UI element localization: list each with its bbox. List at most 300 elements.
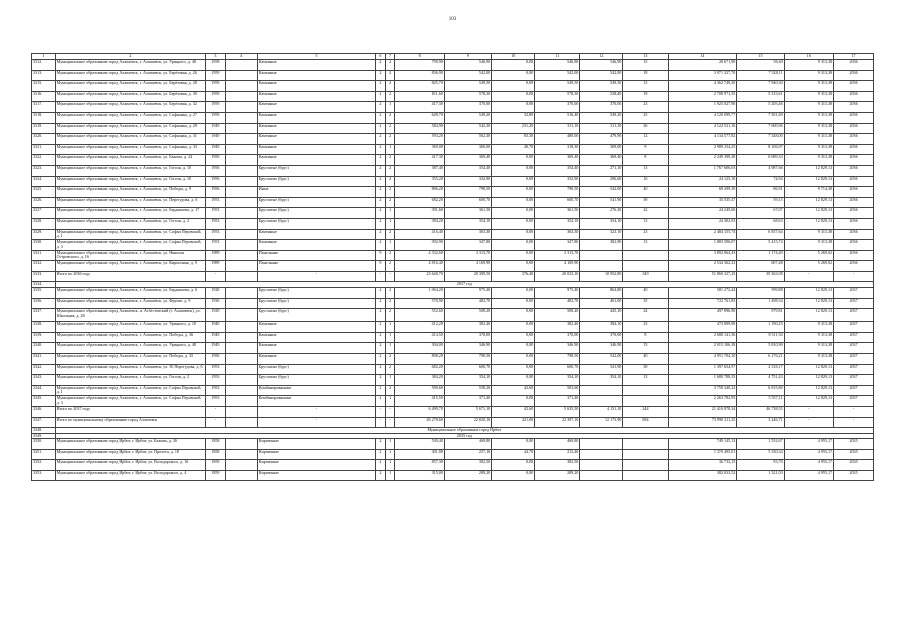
limit-cost-cell: 9 313,38 [784,240,833,251]
area-residential-cell: 382,40 [535,322,580,333]
year-cell: 1959 [206,81,225,92]
material-cell: Каменные [257,102,375,113]
area-premises-cell: 363,30 [444,229,491,240]
total-row [32,271,874,282]
floors-cell: 2 [376,396,386,407]
area-premises-cell: 798,50 [444,353,491,364]
cost-cell: 20 671,90 [668,60,737,71]
empty-cell [225,165,257,176]
floors-cell: 2 [376,123,386,134]
residents-cell: 39 [623,364,668,375]
area-residential-cell: 798,50 [535,187,580,198]
cost-cell: 2 708 971,35 [668,91,737,102]
material-cell: Каменные [257,134,375,145]
row-number-cell: 3319. [32,123,56,134]
floors-cell: 2 [376,229,386,240]
row-number-cell: 3350. [32,439,56,450]
area-residential-cell: 5 635,50 [535,406,580,417]
planned-year-cell: 2036 [834,134,874,145]
area-citizens-cell: 461,00 [580,298,623,309]
area-residential-cell: 370,00 [535,332,580,343]
area-citizens-cell: 354,10 [580,375,623,386]
area-nonresidential-cell: 0,00 [492,155,535,166]
table-row [32,165,874,176]
table-row [32,155,874,166]
limit-cost-cell: 4 955,17 [784,470,833,481]
area-nonresidential-cell: 0,00 [492,375,535,386]
entrances-cell: 2 [385,197,395,208]
limit-cost-cell: 9 714,38 [784,187,833,198]
total-label-cell: Итого по 2037 году [55,406,206,417]
area-citizens-cell: 479,90 [580,134,623,145]
area-residential-cell: 4 169,90 [535,261,580,272]
column-number-cell: 16 [784,54,833,60]
year-cell: 1858 [206,449,225,460]
row-number-cell: 3351. [32,449,56,460]
unit-cost-cell: 93,70 [737,460,784,471]
residents-cell [623,470,668,481]
planned-year-cell: 2036 [834,155,874,166]
entrances-cell: 1 [385,144,395,155]
address-cell: Муниципальное образование город Алапаевск, г. Алапаевск, ул. Софьинка, д. 31 [55,134,206,145]
table-row [32,102,874,113]
area-total-cell: 384,20 [395,218,444,229]
area-total-cell: 412,20 [395,322,444,333]
unit-cost-cell: 7 600,96 [737,123,784,134]
area-total-cell: 394,00 [395,343,444,354]
column-number-cell: 11 [535,54,580,60]
address-cell: Муниципальное образование город Алапаевск, г. Алапаевск, ул. Гоголя, д. 2 [55,375,206,386]
cost-cell: 1 925 027,90 [668,102,737,113]
planned-year-cell: 2035 [834,470,874,481]
area-total-cell: 584,90 [395,123,444,134]
planned-year-cell: 2036 [834,91,874,102]
year-cell: 1989 [206,261,225,272]
residents-cell: 8 [623,332,668,343]
empty-cell [225,197,257,208]
cost-cell: 2 680 141,56 [668,332,737,343]
area-premises-cell: 5 671,10 [444,406,491,417]
area-citizens-cell: 864,80 [580,287,623,298]
area-total-cell: 857,30 [395,460,444,471]
entrances-cell: 2 [385,187,395,198]
empty-cell [225,385,257,396]
total-row [32,406,874,417]
area-nonresidential-cell: 0,00 [492,187,535,198]
limit-cost-cell: 9 313,38 [784,322,833,333]
address-cell: Муниципальное образование город Алапаевск, г. Алапаевск, ул. Софьинка, д. 33 [55,144,206,155]
cost-cell: 2 263 782,95 [668,396,737,407]
planned-year-cell: 2035 [834,439,874,450]
section-label-cell: 2035 год [55,433,873,439]
residents-cell: 15 [623,60,668,71]
planned-year-cell: 2037 [834,364,874,375]
area-residential-cell: 354,10 [535,218,580,229]
empty-cell [225,322,257,333]
floors-cell: 2 [376,439,386,450]
floors-cell: 9 [376,261,386,272]
entrances-cell: 2 [385,81,395,92]
address-cell: Муниципальное образование город Алапаевск, г. Алапаевск, ул. Гоголя, д. 10 [55,165,206,176]
residents-cell: 26 [623,123,668,134]
area-premises-cell: 354,10 [444,218,491,229]
year-cell: 1949 [206,134,225,145]
area-citizens-cell: 302,90 [580,240,623,251]
planned-year-cell: 2037 [834,396,874,407]
address-cell: Муниципальное образование город Алапаевск, г. Алапаевск, ул. Софьи Перовской, д. 1 [55,229,206,240]
floors-cell: 2 [376,309,386,322]
limit-cost-cell: 12 829,13 [784,287,833,298]
area-total-cell: 355,20 [395,176,444,187]
year-cell: 1858 [206,439,225,450]
row-number-cell: 3340. [32,343,56,354]
table-row [32,176,874,187]
planned-year-cell: 2036 [834,187,874,198]
address-cell: Муниципальное образование город Алапаевск, г. Алапаевск, ул. Фрунзе, д. 9 [55,298,206,309]
column-number-cell: 10 [492,54,535,60]
cost-cell: 4 362 749,20 [668,81,737,92]
floors-cell: 2 [376,60,386,71]
residents-cell: 13 [623,218,668,229]
entrances-cell: 2 [385,364,395,375]
address-cell: Муниципальное образование город Алапаевск, г. Алапаевск, ул. Гоголя, д. 2 [55,218,206,229]
area-residential-cell: 3 313,70 [535,250,580,261]
year-cell: 1959 [206,112,225,123]
material-cell: Каменные [257,332,375,343]
limit-cost-cell: 12 829,13 [784,208,833,219]
cost-cell: 2 249 399,28 [668,155,737,166]
limit-cost-cell: 9 313,38 [784,332,833,343]
row-number-cell: 3332. [32,261,56,272]
area-residential-cell: 346,90 [535,343,580,354]
empty-cell [225,218,257,229]
area-total-cell: 387,40 [395,165,444,176]
unit-cost-cell: 46 738,55 [737,406,784,417]
floors-cell: 2 [376,165,386,176]
area-premises-cell: 20 399,50 [444,271,491,282]
area-nonresidential-cell: 83,30 [492,134,535,145]
column-number-cell: 3 [206,54,225,60]
floors-cell: 2 [376,322,386,333]
residents-cell: 15 [623,343,668,354]
dash-cell: - [206,406,225,417]
limit-cost-cell: 9 313,38 [784,229,833,240]
row-number-cell: 3348. [32,428,56,434]
area-residential-cell: 354,40 [535,165,580,176]
area-nonresidential-cell: 0,00 [492,460,535,471]
residents-cell [623,261,668,272]
entrances-cell: 2 [385,261,395,272]
material-cell: Брусчатые (брус) [257,375,375,386]
dash-cell: - [834,406,874,417]
cost-cell: 21 410 878,34 [668,406,737,417]
material-cell: Комбинированные [257,396,375,407]
empty-cell [225,112,257,123]
limit-cost-cell: 12 829,13 [784,396,833,407]
area-nonresidential-cell: 32,80 [492,112,535,123]
unit-cost-cell: 1 498,34 [737,298,784,309]
column-number-cell: 8 [395,54,444,60]
area-premises-cell: 346,90 [444,343,491,354]
planned-year-cell: 2036 [834,208,874,219]
table-row [32,322,874,333]
entrances-cell: 1 [385,322,395,333]
dash-cell: - [257,406,375,417]
material-cell: Брусчатые (брус) [257,208,375,219]
residents-cell: 35 [623,298,668,309]
area-nonresidential-cell: 0,00 [492,322,535,333]
row-number-cell: 3346. [32,406,56,417]
area-total-cell: 414,50 [395,332,444,343]
year-cell: 1953 [206,375,225,386]
area-nonresidential-cell: 0,00 [492,197,535,208]
year-cell: 1953 [206,385,225,396]
row-number-cell: 3318. [32,112,56,123]
table-row [32,261,874,272]
entrances-cell: 2 [385,353,395,364]
table-row [32,343,874,354]
cost-cell: 1 883 596,07 [668,240,737,251]
row-number-cell: 3323. [32,165,56,176]
planned-year-cell: 2036 [834,81,874,92]
address-cell: Муниципальное образование город Ирбит, г. Ирбит, ул. Володарского, д. 4 [55,470,206,481]
material-cell: Каменные [257,322,375,333]
material-cell: Брусчатые (брус) [257,298,375,309]
area-total-cell: 845,70 [395,81,444,92]
residents-cell: 16 [623,176,668,187]
area-total-cell: 836,90 [395,70,444,81]
empty-cell [225,309,257,322]
area-total-cell: 417,30 [395,155,444,166]
address-cell: Муниципальное образование город Алапаевск, г. Алапаевск, ул. Кирпичная, д. 9 [55,261,206,272]
entrances-cell: 2 [385,250,395,261]
row-number-cell: 3345. [32,396,56,407]
entrances-cell: 2 [385,134,395,145]
floors-cell: 2 [376,197,386,208]
dash-cell: - [206,271,225,282]
area-nonresidential-cell: 0,00 [492,218,535,229]
limit-cost-cell: 9 313,38 [784,123,833,134]
entrances-cell: 1 [385,375,395,386]
area-citizens-cell [580,470,623,481]
floors-cell: 2 [376,176,386,187]
residents-cell: 13 [623,240,668,251]
area-nonresidential-cell: 0,00 [492,229,535,240]
material-cell: Брусчатые (брус) [257,309,375,322]
area-premises-cell: 562,30 [444,134,491,145]
table-row [32,460,874,471]
material-cell: Каменные [257,240,375,251]
area-residential-cell: 361,50 [535,208,580,219]
area-nonresidential-cell: 42,60 [492,385,535,396]
limit-cost-cell: 9 313,38 [784,102,833,113]
table-row [32,449,874,460]
residents-cell: 244 [623,406,668,417]
limit-cost-cell: 12 829,13 [784,375,833,386]
register-table [31,53,874,481]
entrances-cell: 1 [385,240,395,251]
area-citizens-cell: 323,10 [580,229,623,240]
residents-cell: 349 [623,271,668,282]
empty-cell [225,240,257,251]
limit-cost-cell: 12 829,13 [784,309,833,322]
unit-cost-cell: 86,91 [737,187,784,198]
area-nonresidential-cell: 0,00 [492,165,535,176]
empty-cell [225,91,257,102]
dash-cell: - [784,406,833,417]
residents-cell: 23 [623,229,668,240]
material-cell: Каменные [257,60,375,71]
area-premises-cell: 369,40 [444,155,491,166]
unit-cost-cell: 7 501,69 [737,112,784,123]
area-total-cell: 649,70 [395,112,444,123]
empty-cell [225,449,257,460]
limit-cost-cell: 9 313,38 [784,70,833,81]
area-premises-cell: 370,00 [444,102,491,113]
floors-cell: 2 [376,353,386,364]
entrances-cell: 2 [385,112,395,123]
area-residential-cell: 480,00 [535,134,580,145]
area-premises-cell: 361,50 [444,208,491,219]
material-cell: Брусчатые (брус) [257,364,375,375]
floors-cell: 2 [376,364,386,375]
area-residential-cell: 546,90 [535,60,580,71]
area-citizens-cell: 370,00 [580,332,623,343]
material-cell: Каменные [257,343,375,354]
area-premises-cell: 558,20 [444,385,491,396]
area-premises-cell: 542,30 [444,123,491,134]
residents-cell [623,460,668,471]
row-number-cell: 3339. [32,332,56,343]
area-total-cell: 530,40 [395,439,444,450]
floors-cell: 2 [376,81,386,92]
row-number-cell: 3342. [32,364,56,375]
limit-cost-cell: 4 955,17 [784,449,833,460]
unit-cost-cell: 5 205,46 [737,102,784,113]
unit-cost-cell: 979,81 [737,309,784,322]
area-residential-cell: 975,40 [535,287,580,298]
row-number-cell: 3325. [32,187,56,198]
floors-cell: 2 [376,332,386,343]
year-cell: 1953 [206,364,225,375]
limit-cost-cell: 12 829,13 [784,385,833,396]
row-number-cell: 3322. [32,155,56,166]
row-number-cell: 3326. [32,197,56,208]
planned-year-cell: 2036 [834,176,874,187]
limit-cost-cell: 5 269,02 [784,261,833,272]
planned-year-cell: 2035 [834,449,874,460]
column-number-cell: 15 [737,54,784,60]
table-row [32,218,874,229]
column-number-cell: 13 [623,54,668,60]
area-residential-cell: 311,10 [535,123,580,134]
empty-cell [225,439,257,450]
area-citizens-cell: 445,10 [580,309,623,322]
material-cell: Каменные [257,112,375,123]
empty-cell [225,155,257,166]
area-premises-cell: 798,50 [444,187,491,198]
material-cell: Комбинированные [257,385,375,396]
table-row [32,250,874,261]
residents-cell: 19 [623,91,668,102]
unit-cost-cell: 5 415,74 [737,240,784,251]
table-row [32,112,874,123]
cost-cell: 4 120 099,77 [668,112,737,123]
area-citizens-cell: 542,00 [580,353,623,364]
area-total-cell: 6 499,70 [395,406,444,417]
residents-cell: 40 [623,353,668,364]
row-number-cell: 3336. [32,298,56,309]
area-premises-cell: 542,00 [444,70,491,81]
area-total-cell: 593,20 [395,134,444,145]
year-cell: 1859 [206,460,225,471]
entrances-cell: 2 [385,70,395,81]
area-nonresidential-cell: 0,00 [492,332,535,343]
area-citizens-cell: 271,10 [580,165,623,176]
address-cell: Муниципальное образование город Алапаевск, г. Алапаевск, ул. Берёзовая, д. 26 [55,70,206,81]
area-total-cell: 790,90 [395,60,444,71]
limit-cost-cell: 5 269,02 [784,250,833,261]
area-citizens-cell: 12 173,90 [580,417,623,428]
address-cell: Муниципальное образование город Алапаевск, г. Алапаевск, ул. Победы, д. 9 [55,187,206,198]
table-row [32,396,874,407]
area-nonresidential-cell: 0,00 [492,102,535,113]
area-total-cell: 682,20 [395,197,444,208]
planned-year-cell: 2036 [834,123,874,134]
residents-cell: 40 [623,287,668,298]
year-cell: 1949 [206,144,225,155]
empty-cell [225,229,257,240]
area-nonresidential-cell: 0,00 [492,287,535,298]
entrances-cell: 1 [385,343,395,354]
material-cell: Брусчатые (брус) [257,287,375,298]
cost-cell: 4 134 577,82 [668,134,737,145]
empty-cell [225,187,257,198]
empty-cell [225,287,257,298]
limit-cost-cell: 9 313,38 [784,134,833,145]
unit-cost-cell: 1 532,67 [737,439,784,450]
area-premises-cell: 371,40 [444,396,491,407]
row-number-cell: 3349. [32,433,56,439]
address-cell: Муниципальное образование город Алапаевск, г. Алапаевск, ул. Берёзовая, д. 30 [55,91,206,102]
year-cell: 1949 [206,123,225,134]
area-citizens-cell: 296,60 [580,176,623,187]
unit-cost-cell: 59,15 [737,197,784,208]
address-cell: Муниципальное образование город Алапаевск, г. Алапаевск, ул. Софьи Перовской, д. 3 [55,240,206,251]
planned-year-cell: 2036 [834,218,874,229]
table-row [32,298,874,309]
floors-cell: 2 [376,375,386,386]
table-row [32,70,874,81]
area-residential-cell: 578,30 [535,91,580,102]
planned-year-cell: 2037 [834,332,874,343]
unit-cost-cell: 5 315,61 [737,91,784,102]
area-citizens-cell [580,449,623,460]
address-cell: Муниципальное образование город Алапаевск, г. Алапаевск, ул. Николая Островского, д. 16 [55,250,206,261]
unit-cost-cell: 607,48 [737,261,784,272]
area-citizens-cell: 10 952,80 [580,271,623,282]
area-total-cell: 4 332,60 [395,250,444,261]
row-number-cell: 3334. [32,282,56,288]
empty-cell [225,417,257,428]
address-cell: Муниципальное образование город Алапаевск, г. Алапаевск, ул. Софьи Перовской, д. 3 [55,396,206,407]
area-nonresidential-cell: 0,00 [492,298,535,309]
area-premises-cell: 469,80 [444,439,491,450]
area-nonresidential-cell: 40,70 [492,144,535,155]
residents-cell: 24 [623,309,668,322]
area-total-cell: 315,00 [395,470,444,481]
residents-cell: 39 [623,197,668,208]
